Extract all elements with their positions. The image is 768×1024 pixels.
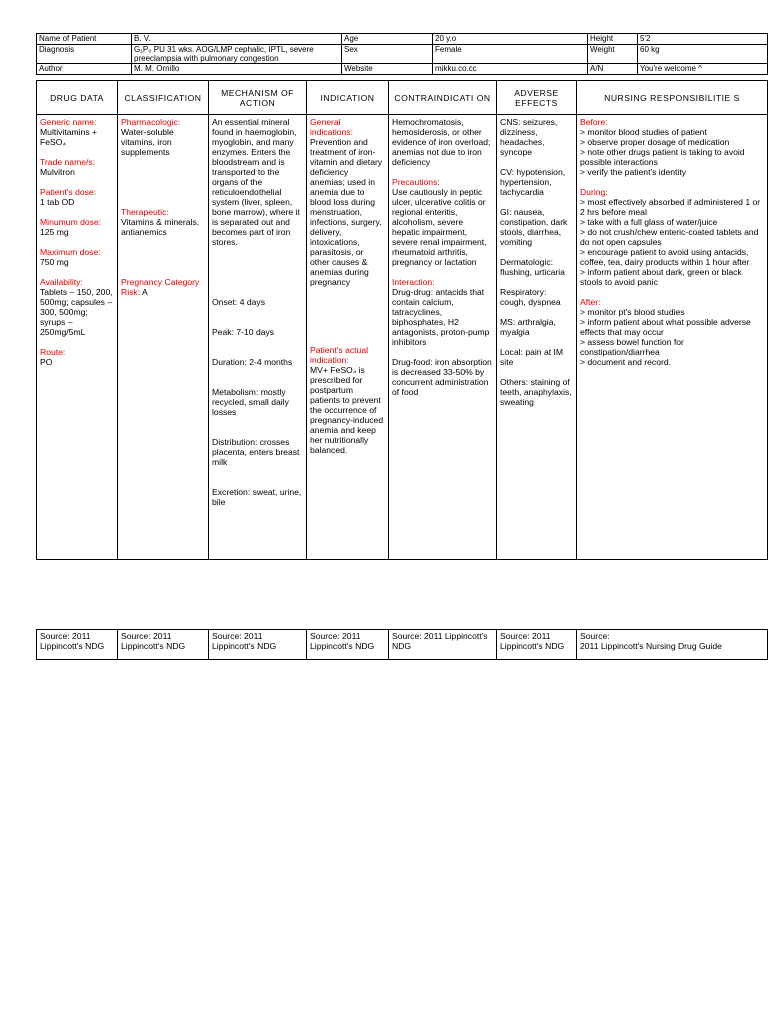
- age-value: 20 y.o: [433, 34, 588, 45]
- patient-info-table: [36, 33, 768, 75]
- mechanism-cell: [209, 115, 307, 560]
- website-label: Website: [342, 64, 433, 75]
- source-cell: Source: 2011 Lippincott's NDG: [307, 630, 389, 660]
- height-label: Height: [588, 34, 638, 45]
- mechanism-text: An essential mineral found in haemoglobin, myoglobin, and many enzymes. Enters the bloodstream and is transported to the organs of the reticuloendothelial system (liver, spleen, bone marrow), where it is separated out and becomes part of iron stores.: [212, 117, 300, 247]
- adverse-cv: CV: hypotension, hypertension, tachycardia: [500, 167, 566, 197]
- general-indication-label: General indications:: [310, 117, 353, 137]
- generic-value: Multivitamins + FeSO₄: [40, 127, 98, 147]
- sex-value: Female: [433, 45, 588, 64]
- source-cell: Source: 2011 Lippincott's NDG: [209, 630, 307, 660]
- header-mechanism: MECHANISM OF ACTION: [209, 81, 307, 115]
- an-label: A/N: [588, 64, 638, 75]
- during-item: > do not crush/chew enteric-coated tablets and do not open capsules: [580, 227, 759, 247]
- header-drug-data: DRUG DATA: [37, 81, 118, 115]
- min-dose-value: 125 mg: [40, 227, 69, 237]
- diagnosis-value: G₁P₀ PU 31 wks. AOG/LMP cephalic, IPTL, severe preeclampsia with pulmonary congestion: [132, 45, 342, 64]
- source-cell: Source: 2011 Lippincott's NDG: [389, 630, 497, 660]
- sources-table: [36, 629, 768, 660]
- general-indication-value: Prevention and treatment of iron-vitamin and dietary deficiency anemias; used in anemia due to blood loss during menstruation, infections, surgery, delivery, intoxications, parasitosis, or other causes & anemias during pregnancy: [310, 137, 383, 287]
- header-indication: INDICATION: [307, 81, 389, 115]
- weight-label: Weight: [588, 45, 638, 64]
- adverse-cell: [497, 115, 577, 560]
- max-dose-value: 750 mg: [40, 257, 69, 267]
- drug-food-interaction: Drug-food: iron absorption is decreased 33-50% by concurrent administration of food: [392, 357, 492, 397]
- adverse-gi: GI: nausea, constipation, dark stools, diarrhea, vomiting: [500, 207, 568, 247]
- adverse-derm: Dermatologic: flushing, urticaria: [500, 257, 565, 277]
- precautions-label: Precautions:: [392, 177, 440, 187]
- pregnancy-value: A: [140, 287, 148, 297]
- pregnancy-category: [121, 277, 205, 297]
- info-row-diagnosis: [37, 45, 768, 64]
- contraindication-cell: [389, 115, 497, 560]
- adverse-local: Local: pain at IM site: [500, 347, 564, 367]
- drug-data-cell: [37, 115, 118, 560]
- generic-label: Generic name:: [40, 117, 97, 127]
- peak: Peak: 7-10 days: [212, 327, 275, 337]
- therapeutic-label: Therapeutic:: [121, 207, 169, 217]
- excretion: Excretion: sweat, urine, bile: [212, 487, 302, 507]
- therapeutic-value: Vitamins & minerals, antianemics: [121, 217, 200, 237]
- height-value: 5'2: [638, 34, 768, 45]
- source-label: Source:: [580, 631, 610, 641]
- during-item: > inform patient about dark, green or black stools to avoid panic: [580, 267, 742, 287]
- drug-drug-interaction: Drug-drug: antacids that contain calcium, tatracyclines, biphosphates, H2 antagonists, proton-pump inhibitors: [392, 287, 490, 347]
- precautions-value: Use cautiously in peptic ulcer, ulcerative colitis or regional enteritis, alcoholism, severe hepatic impairment, severe renal impairment, rheumatoid arthritis, pregnancy or lactation: [392, 187, 487, 267]
- adverse-others: Others: staining of teeth, anaphylaxis, sweating: [500, 377, 572, 407]
- after-item: > inform patient about what possible adverse effects that may occur: [580, 317, 751, 337]
- indication-cell: [307, 115, 389, 560]
- source-cell: Source: 2011 Lippincott's NDG: [37, 630, 118, 660]
- age-label: Age: [342, 34, 433, 45]
- weight-value: 60 kg: [638, 45, 768, 64]
- pregnancy-label: Pregnancy Category Risk:: [121, 277, 200, 297]
- after-item: > assess bowel function for constipation/diarrhea: [580, 337, 684, 357]
- dose-value: 1 tab OD: [40, 197, 75, 207]
- actual-indication-value: MV+ FeSO₄ is prescribed for postpartum patients to prevent the occurrence of pregnancy-induced anemia and keep her nutritionally balanced.: [310, 365, 384, 455]
- onset: Onset: 4 days: [212, 297, 266, 307]
- name-value: B. V.: [132, 34, 342, 45]
- route-label: Route:: [40, 347, 66, 357]
- min-dose-label: Minumum dose:: [40, 217, 102, 227]
- sex-label: Sex: [342, 45, 433, 64]
- website-value: mikku.co.cc: [433, 64, 588, 75]
- sources-row: [37, 630, 768, 660]
- source-value: 2011 Lippincott's Nursing Drug Guide: [580, 641, 722, 651]
- max-dose-label: Maximum dose:: [40, 247, 101, 257]
- source-cell: Source: 2011 Lippincott's NDG: [118, 630, 209, 660]
- info-row-name: [37, 34, 768, 45]
- name-label: Name of Patient: [37, 34, 132, 45]
- after-item: > document and record.: [580, 357, 672, 367]
- adverse-cns: CNS: seizures, dizziness, headaches, syncope: [500, 117, 558, 157]
- route-value: PO: [40, 357, 53, 367]
- content-row: [37, 115, 768, 560]
- nursing-cell: [577, 115, 768, 560]
- availability-value: Tablets – 150, 200, 500mg; capsules – 300, 500mg; syrups – 250mg/5mL: [40, 287, 113, 337]
- during-item: > take with a full glass of water/juice: [580, 217, 718, 227]
- adverse-ms: MS: arthralgia, myalgia: [500, 317, 556, 337]
- source-cell: Source: 2011 Lippincott's NDG: [497, 630, 577, 660]
- header-adverse: ADVERSE EFFECTS: [497, 81, 577, 115]
- header-contraindication: CONTRAINDICATI ON: [389, 81, 497, 115]
- availability-label: Availability:: [40, 277, 83, 287]
- pharmacologic-label: Pharmacologic:: [121, 117, 181, 127]
- during-item: > encourage patient to avoid using antacids, coffee, tea, dairy products within 1 hour after: [580, 247, 750, 267]
- during-item: > most effectively absorbed if administered 1 or 2 hrs before meal: [580, 197, 761, 217]
- trade-value: Mulvitron: [40, 167, 75, 177]
- interaction-label: Interaction:: [392, 277, 435, 287]
- header-nursing: NURSING RESPONSIBILITIE S: [577, 81, 768, 115]
- before-item: > note other drugs patient is taking to avoid possible interactions: [580, 147, 745, 167]
- distribution: Distribution: crosses placenta, enters breast milk: [212, 437, 300, 467]
- before-item: > verify the patient's identity: [580, 167, 687, 177]
- during-label: During:: [580, 187, 608, 197]
- duration: Duration: 2-4 months: [212, 357, 293, 367]
- dose-label: Patient's dose:: [40, 187, 97, 197]
- trade-label: Trade name/s:: [40, 157, 96, 167]
- after-label: After:: [580, 297, 601, 307]
- after-item: > monitor pt's blood studies: [580, 307, 685, 317]
- diagnosis-label: Diagnosis: [37, 45, 132, 64]
- drug-study-table: [36, 80, 768, 560]
- an-value: You're welcome ^: [638, 64, 768, 75]
- header-row: [37, 81, 768, 115]
- adverse-resp: Respiratory: cough, dyspnea: [500, 287, 561, 307]
- author-value: M. M. Ornillo: [132, 64, 342, 75]
- header-classification: CLASSIFICATION: [118, 81, 209, 115]
- before-label: Before:: [580, 117, 608, 127]
- classification-cell: [118, 115, 209, 560]
- info-row-author: [37, 64, 768, 75]
- metabolism: Metabolism: mostly recycled, small daily losses: [212, 387, 289, 417]
- contraindication-text: Hemochromatosis, hemosiderosis, or other evidence of iron overload; anemias not due to iron deficiency: [392, 117, 491, 167]
- source-cell-final: [577, 630, 768, 660]
- pharmacologic-value: Water-soluble vitamins, iron supplements: [121, 127, 174, 157]
- actual-indication-label: Patient's actual indication:: [310, 345, 369, 365]
- before-item: > observe proper dosage of medication: [580, 137, 730, 147]
- author-label: Author: [37, 64, 132, 75]
- before-item: > monitor blood studies of patient: [580, 127, 707, 137]
